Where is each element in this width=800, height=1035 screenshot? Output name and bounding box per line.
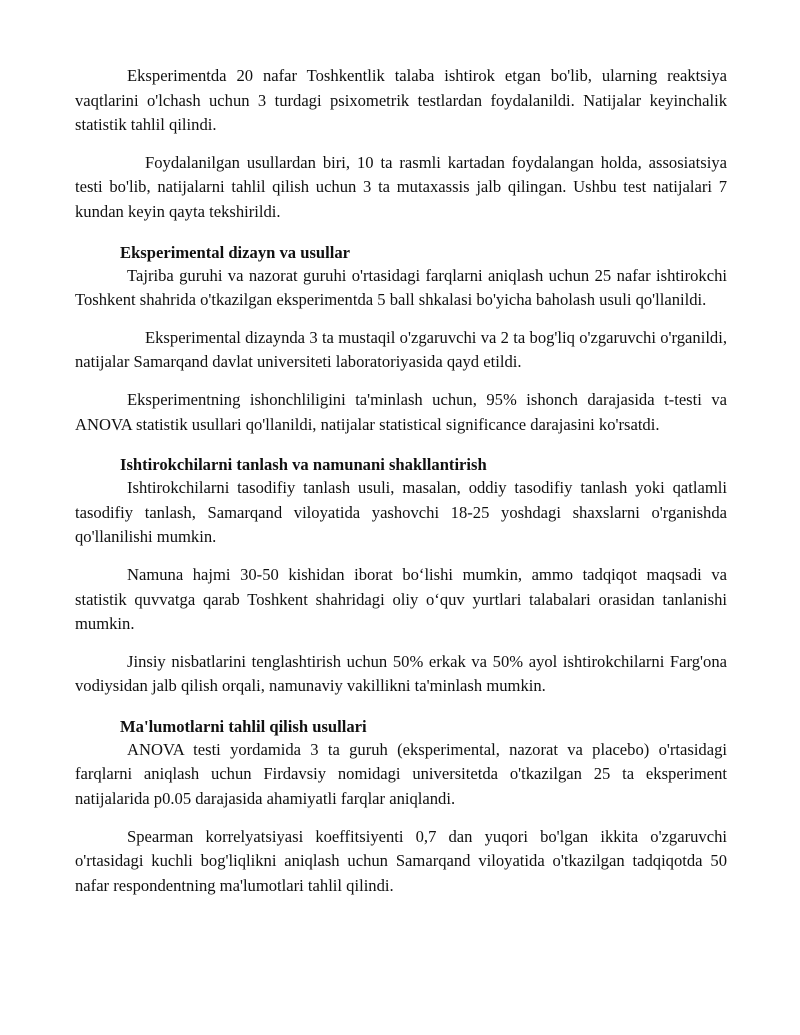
intro-paragraph-2: Foydalanilgan usullardan biri, 10 ta rasmli kartadan foydalangan holda, assosiatsiya testi bo'lib, natijalarni tahlil qilish uchun 3 ta mutaxassis jalb qilingan. Ushbu test natijalari 7 kundan keyin qayta tekshirildi. bbox=[75, 152, 727, 221]
section-heading-participant-selection: Ishtirokchilarni tanlash va namunani shakllantirish bbox=[120, 455, 487, 475]
section3-paragraph-1: ANOVA testi yordamida 3 ta guruh (eksperimental, nazorat va placebo) o'rtasidagi farqlarni aniqlash uchun Firdavsiy nomidagi universitetda o'tkazilgan 25 ta eksperiment natijalarida p0.05 darajasida ahamiyatli farqlar aniqlandi. bbox=[75, 739, 727, 809]
section1-paragraph-1: Tajriba guruhi va nazorat guruhi o'rtasidagi farqlarni aniqlash uchun 25 nafar ishtirokchi Toshkent shahrida o'tkazilgan eksperimentda 5 ball shkalasi bo'yicha baholash usuli qo'llanildi. bbox=[75, 265, 727, 310]
section3-paragraph-2: Spearman korrelyatsiyasi koeffitsiyenti 0,7 dan yuqori bo'lgan ikkita o'zgaruvchi o'rtasidagi kuchli bog'liqlikni aniqlash uchun Samarqand viloyatida o'tkazilgan tadqiqotda 50 nafar respondentning ma'lumotlari tahlil qilindi. bbox=[75, 826, 727, 895]
section1-paragraph-3: Eksperimentning ishonchliligini ta'minlash uchun, 95% ishonch darajasida t-testi va ANOVA statistik usullari qo'llanildi, natijalar statistical significance darajasini ko'rsatdi. bbox=[75, 389, 727, 434]
intro-paragraph-1: Eksperimentda 20 nafar Toshkentlik talaba ishtirok etgan bo'lib, ularning reaktsiya vaqtlarini o'lchash uchun 3 turdagi psixometrik testlardan foydalanildi. Natijalar keyinchalik statistik tahlil qilindi. bbox=[75, 66, 727, 135]
section-heading-data-analysis: Ma'lumotlarni tahlil qilish usullari bbox=[120, 716, 367, 736]
section2-paragraph-2: Namuna hajmi 30-50 kishidan iborat bo‘lishi mumkin, ammo tadqiqot maqsadi va statistik quvvatga qarab Toshkent shahridagi oliy o‘quv yurtlari talabalari orasidan tanlanishi mumkin. bbox=[75, 564, 727, 634]
document-page bbox=[75, 64, 727, 898]
section1-paragraph-2: Eksperimental dizaynda 3 ta mustaqil o'zgaruvchi va 2 ta bog'liq o'zgaruvchi o'rganildi, natijalar Samarqand davlat universiteti laboratoriyasida qayd etildi. bbox=[75, 327, 727, 372]
section2-paragraph-1: Ishtirokchilarni tasodifiy tanlash usuli, masalan, oddiy tasodifiy tanlash yoki qatlamli tasodifiy tanlash, Samarqand viloyatida yashovchi 18-25 yoshdagi shaxslarni o'rganishda qo'llanilishi mumkin. bbox=[75, 478, 727, 547]
section2-paragraph-3: Jinsiy nisbatlarini tenglashtirish uchun 50% erkak va 50% ayol ishtirokchilarni Farg'ona vodiysidan jalb qilish orqali, namunaviy vakillikni ta'minlash mumkin. bbox=[75, 651, 727, 696]
section-heading-experimental-design: Eksperimental dizayn va usullar bbox=[120, 242, 351, 262]
